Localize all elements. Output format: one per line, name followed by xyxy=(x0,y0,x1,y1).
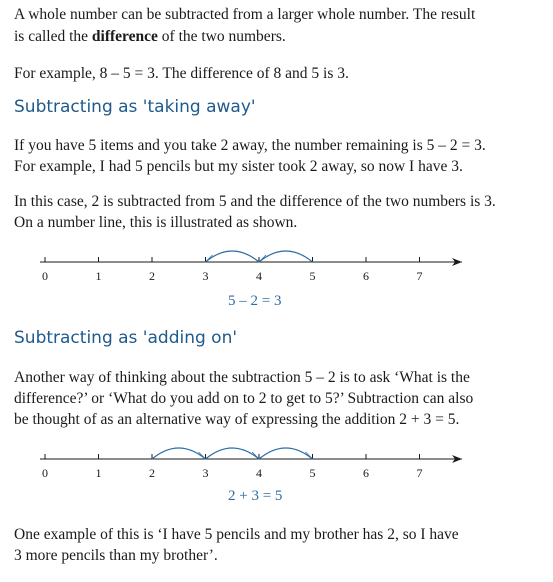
section-heading-taking-away: Subtracting as 'taking away' xyxy=(14,97,256,117)
section-heading-adding-on: Subtracting as 'adding on' xyxy=(14,328,238,348)
adding-on-numberline-arc-arrowhead-2 xyxy=(252,452,259,459)
taking-away-numberline-tick-label-0: 0 xyxy=(42,269,48,283)
taking-away-numberline-tick-label-6: 6 xyxy=(363,269,369,283)
adding-on-numberline-tick-label-3: 3 xyxy=(202,466,209,480)
adding-on-numberline-arc-1 xyxy=(152,448,206,459)
taking-away-para2-line2: On a number line, this is illustrated as shown. xyxy=(14,214,298,231)
equation-adding-on: 2 + 3 = 5 xyxy=(228,488,283,504)
taking-away-numberline-tick-label-4: 4 xyxy=(256,269,262,283)
taking-away-numberline-arc-2 xyxy=(206,251,260,262)
taking-away-numberline-tick-label-2: 2 xyxy=(149,269,155,283)
adding-on-numberline-tick-label-1: 1 xyxy=(95,466,102,480)
adding-on-numberline-arc-2 xyxy=(206,448,260,459)
difference-term: difference xyxy=(91,28,158,45)
equation-taking-away: 5 – 2 = 3 xyxy=(228,293,282,309)
intro-line-2-post: of the two numbers. xyxy=(157,28,286,45)
adding-on-numberline-tick-label-2: 2 xyxy=(149,466,155,480)
taking-away-para2-line1: In this case, 2 is subtracted from 5 and the difference of the two numbers is 3. xyxy=(14,193,496,210)
adding-on-para1-line2: difference?’ or ‘What do you add on to 2 to get to 5?’ Subtraction can also xyxy=(14,390,474,407)
number-line-taking-away xyxy=(0,240,553,290)
taking-away-numberline-arc-1 xyxy=(259,251,313,262)
taking-away-para1-line2: For example, I had 5 pencils but my sister took 2 away, so now I have 3. xyxy=(14,158,463,175)
adding-on-para1-line3: be thought of as an alternative way of expressing the addition 2 + 3 = 5. xyxy=(14,411,460,428)
adding-on-numberline-tick-label-6: 6 xyxy=(363,466,369,480)
adding-on-para2-line2: 3 more pencils than my brother’. xyxy=(14,547,218,564)
intro-line-1: A whole number can be subtracted from a larger whole number. The result xyxy=(14,6,476,23)
adding-on-numberline-arc-arrowhead-1 xyxy=(199,452,206,459)
taking-away-numberline-tick-label-3: 3 xyxy=(202,269,209,283)
adding-on-numberline-tick-label-0: 0 xyxy=(42,466,48,480)
taking-away-numberline-tick-label-1: 1 xyxy=(95,269,102,283)
intro-line-2-pre: is called the xyxy=(14,28,92,45)
taking-away-numberline-tick-label-5: 5 xyxy=(309,269,316,283)
adding-on-numberline-tick-label-5: 5 xyxy=(309,466,316,480)
taking-away-numberline-tick-label-7: 7 xyxy=(416,269,423,283)
taking-away-numberline-arc-arrowhead-1 xyxy=(259,255,266,262)
adding-on-numberline-tick-label-7: 7 xyxy=(416,466,423,480)
intro-line-2 xyxy=(14,26,546,47)
adding-on-numberline-tick-label-4: 4 xyxy=(256,466,262,480)
taking-away-para1-line1: If you have 5 items and you take 2 away, the number remaining is 5 – 2 = 3. xyxy=(14,137,486,154)
adding-on-para1-line1: Another way of thinking about the subtraction 5 – 2 is to ask ‘What is the xyxy=(14,369,470,386)
number-line-adding-on xyxy=(0,437,553,487)
adding-on-numberline-arc-3 xyxy=(259,448,313,459)
adding-on-para2-line1: One example of this is ‘I have 5 pencils and my brother has 2, so I have xyxy=(14,526,459,543)
adding-on-numberline-arc-arrowhead-3 xyxy=(306,452,313,459)
taking-away-numberline-arc-arrowhead-2 xyxy=(206,255,213,262)
intro-example: For example, 8 – 5 = 3. The difference of 8 and 5 is 3. xyxy=(14,65,349,82)
